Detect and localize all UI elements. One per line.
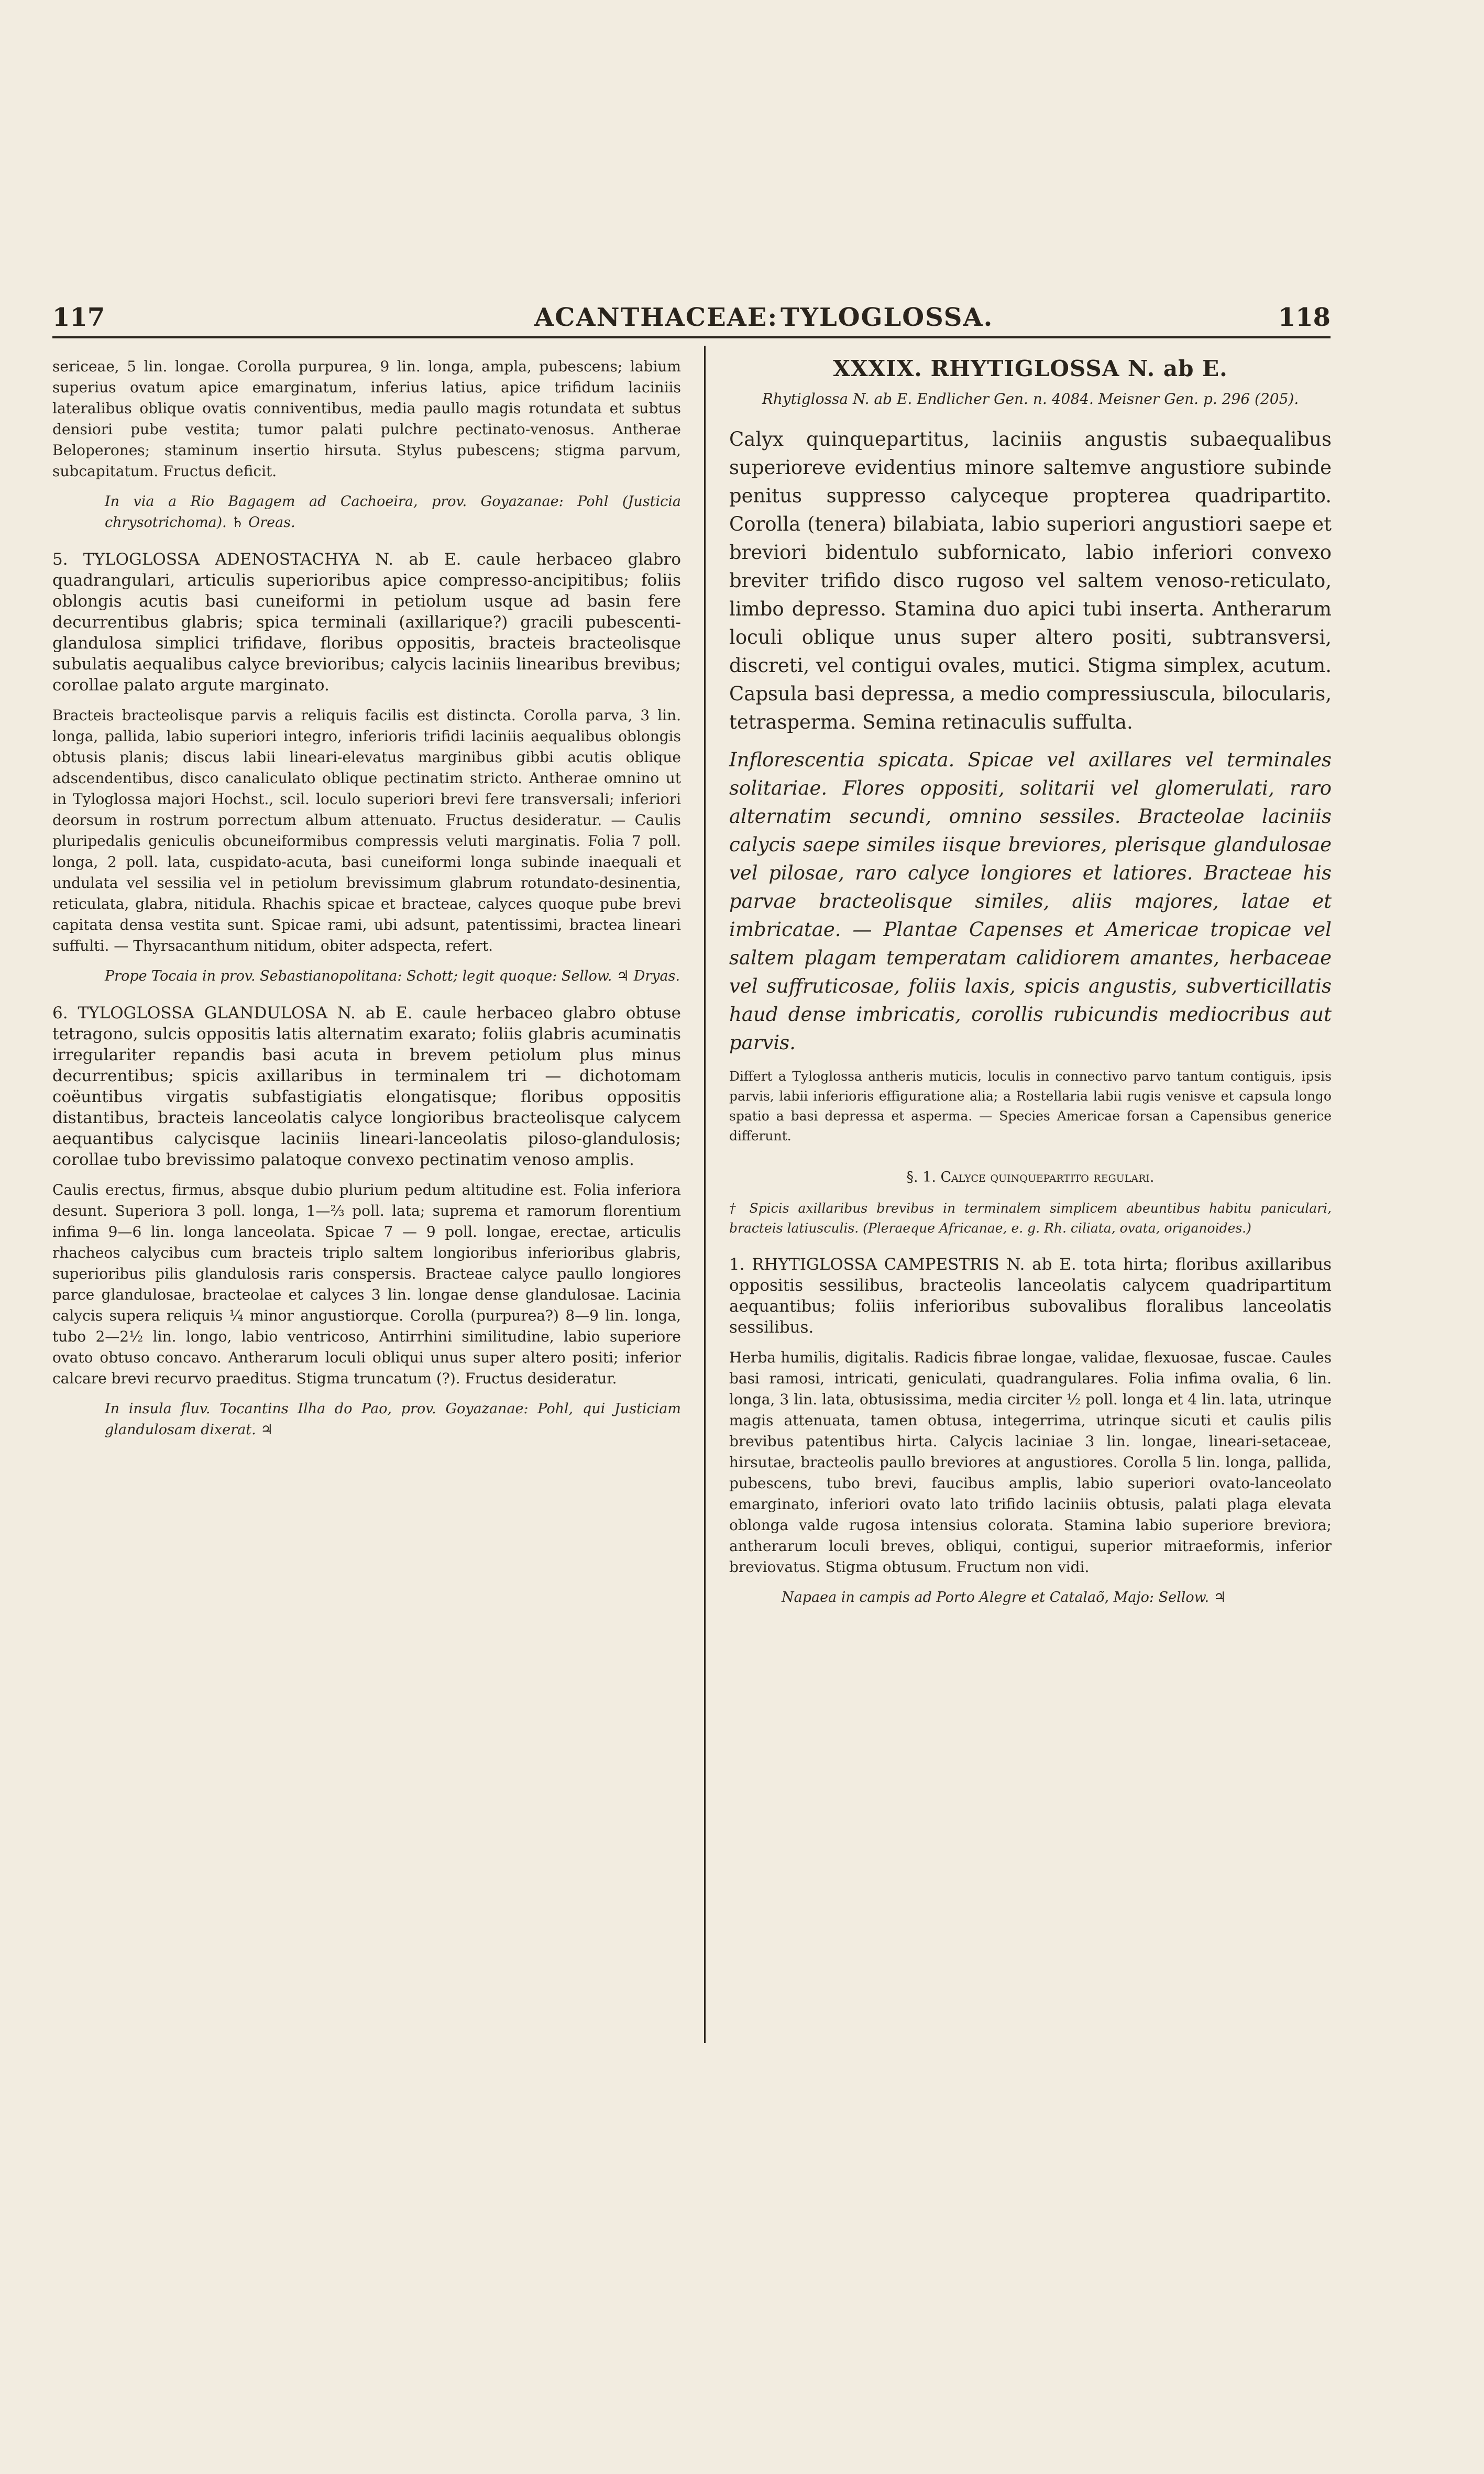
page-number-right: 118 [1278, 303, 1331, 332]
species-5-diagnosis: 5. TYLOGLOSSA ADENOSTACHYA N. ab E. caule herbaceo glabro quadrangulari, articulis superioribus apice compresso-ancipitibus; foliis oblongis acutis basi cuneiformi in petiolum usque ad basin fere decurrentibus glabris; spica terminali (axillarique?) gracili pubescenti-glandulosa simplici trifidave, floribus oppositis, bracteis bracteolisque subulatis aequalibus calyce brevioribus; calycis laciniis linearibus brevibus; corollae palato argute marginato. [52, 550, 681, 695]
column-divider [704, 346, 706, 2043]
genus-characters: Calyx quinquepartitus, laciniis angustis subaequalibus superioreve evidentius minore saltemve angustiore subinde penitus suppresso calyceque propterea quadripartito. Corolla (tenera) bilabiata, labio superiori angustiori saepe et breviori bidentulo subfornicato, labio inferiori convexo breviter trifido disco rugoso vel saltem venoso-reticulato, limbo depresso. Stamina duo apici tubi inserta. Antherarum loculi oblique unus super altero positi, subtransversi, discreti, vel contigui ovales, mutici. Stigma simplex, acutum. Capsula basi depressa, a medio compressiuscula, bilocularis, tetrasperma. Semina retinaculis suffulta. [729, 428, 1332, 733]
species-1-diagnosis: 1. RHYTIGLOSSA CAMPESTRIS N. ab E. tota hirta; floribus axillaribus oppositis sessilibus, bracteolis lanceolatis calycem quadripartitum aequantibus; foliis inferioribus subovalibus floralibus lanceolatis sessilibus. [729, 1255, 1332, 1337]
running-title-left: ACANTHACEAE: [534, 303, 778, 332]
species-1-description: Herba humilis, digitalis. Radicis fibrae longae, validae, flexuosae, fuscae. Caules basi ramosi, intricati, geniculati, quadrangulares. Folia infima ovalia, 6 lin. longa, 3 lin. lata, obtusissima, media circiter ½ poll. longa et 4 lin. lata, utrinque magis attenuata, tamen obtusa, integerrima, utrinque sicuti et caulis pilis brevibus patentibus hirta. Calycis laciniae 3 lin. longae, lineari-setaceae, hirsutae, bracteolis paullo breviores at angustiores. Corolla 5 lin. longa, pallida, pubescens, tubo brevi, faucibus amplis, labio superiori ovato-lanceolato emarginato, inferiori ovato lato trifido laciniis obtusis, palati plaga elevata oblonga valde rugosa intensius colorata. Stamina labio superiore breviora; antherarum loculi breves, obliqui, contigui, superior mitraeformis, inferior breviovatus. Stigma obtusum. Fructum non vidi. [729, 1349, 1332, 1576]
species-5-description: Bracteis bracteolisque parvis a reliquis facilis est distincta. Corolla parva, 3 lin. longa, pallida, labio superiori integro, inferioris trifidi laciniis aequalibus oblongis obtusis planis; discus labii lineari-elevatus marginibus gibbi acutis oblique adscendentibus, disco canaliculato oblique pectinatim stricto. Antherae omnino ut in Tyloglossa majori Hochst., scil. loculo superiori brevi fere transversali; inferiori deorsum in rostrum porrectum album attenuato. Fructus desideratur. — Caulis pluripedalis geniculis obcuneiformibus compressis veluti marginatis. Folia 7 poll. longa, 2 poll. lata, cuspidato-acuta, basi cuneiformi longa subinde inaequali et undulata vel sessilia vel in petiolum brevissimum glabrum rotundato-desinentia, reticulata, glabra, nitidula. Rhachis spicae et bracteae, calyces quoque pube brevi capitata densa vestita sunt. Spicae rami, ubi adsunt, patentissimi, bractea lineari suffulti. — Thyrsacanthum nitidum, obiter adspecta, refert. [52, 707, 681, 954]
species-1-locality: Napaea in campis ad Porto Alegre et Catalaõ, Majo: Sellow. ♃ [782, 1589, 1226, 1606]
left-paragraph-1: sericeae, 5 lin. longae. Corolla purpurea, 9 lin. longa, ampla, pubescens; labium superius ovatum apice emarginatum, inferius latius, apice trifidum laciniis lateralibus oblique ovatis conniventibus, media paullo magis rotundata et subtus densiori pube vestita; tumor palati pulchre pectinato-venosus. Antherae Beloperones; staminum insertio hirsuta. Stylus pubescens; stigma parvum, subcapitatum. Fructus deficit. [52, 358, 681, 480]
subsection-heading: † Spicis axillaribus brevibus in terminalem simplicem abeuntibus habitu paniculari, bracteis latiusculis. (Pleraeque Africanae, e. g. Rh. ciliata, ovata, origanoides.) [729, 1201, 1332, 1236]
species-6-description: Caulis erectus, firmus, absque dubio plurium pedum altitudine est. Folia inferiora desunt. Superiora 3 poll. longa, 1—⅔ poll. lata; suprema et ramorum florentium infima 9—6 lin. longa lanceolata. Spicae 7 — 9 poll. longae, erectae, articulis rhacheos calycibus cum bracteis triplo saltem longioribus inferioribus glabris, superioribus pilis glandulosis raris conspersis. Bracteae calyce paullo longiores parce glandulosae, bracteolae et calyces 3 lin. longae dense glandulosae. Lacinia calycis supera reliquis ¼ minor angustiorque. Corolla (purpurea?) 8—9 lin. longa, tubo 2—2½ lin. longo, labio ventricoso, Antirrhini similitudine, labio superiore ovato obtuso concavo. Antherarum loculi obliqui unus super altero positi; inferior calcare brevi recurvo praeditus. Stigma truncatum (?). Fructus desideratur. [52, 1181, 681, 1387]
genus-title: XXXIX. RHYTIGLOSSA N. ab E. [833, 356, 1228, 381]
genus-note: Differt a Tyloglossa antheris muticis, loculis in connectivo parvo tantum contiguis, ipsis parvis, labii inferioris effiguratione alia; a Rostellaria labii rugis venisve et capsula longo spatio a basi depressa et asperma. — Species Americae forsan a Capensibus generice differunt. [729, 1069, 1332, 1143]
genus-habit: Inflorescentia spicata. Spicae vel axillares vel terminales solitariae. Flores oppositi, solitarii vel glomerulati, raro alternatim secundi, omnino sessiles. Bracteolae laciniis calycis saepe similes iisque breviores, plerisque glandulosae vel pilosae, raro calyce longiores et latiores. Bracteae his parvae bracteolisque similes, aliis majores, latae et imbricatae. — Plantae Capenses et Americae tropicae vel saltem plagam temperatam calidiorem amantes, herbaceae vel suffruticosae, foliis laxis, spicis angustis, subverticillatis haud dense imbricatis, corollis rubicundis mediocribus aut parvis. [729, 749, 1332, 1054]
header-rule [52, 336, 1331, 338]
left-column [52, 356, 681, 1456]
locality-note: In via a Rio Bagagem ad Cachoeira, prov. Goyazanae: Pohl (Justicia chrysotrichoma). ♄ Oreas. [105, 493, 681, 531]
species-6-locality: In insula fluv. Tocantins Ilha do Pao, prov. Goyazanae: Pohl, qui Justiciam glandulosam dixerat. ♃ [105, 1401, 681, 1438]
section-heading: §. 1. Calyce quinquepartito regulari. [906, 1169, 1155, 1185]
genus-reference: Rhytiglossa N. ab E. Endlicher Gen. n. 4084. Meisner Gen. p. 296 (205). [762, 390, 1299, 408]
page-number-left: 117 [52, 303, 105, 332]
species-6-diagnosis: 6. TYLOGLOSSA GLANDULOSA N. ab E. caule herbaceo glabro obtuse tetragono, sulcis oppositis latis alternatim exarato; foliis glabris acuminatis irregulariter repandis basi acuta in brevem petiolum plus minus decurrentibus; spicis axillaribus in terminalem tri — dichotomam coëuntibus virgatis subfastigiatis elongatisque; floribus oppositis distantibus, bracteis lanceolatis calyce longioribus bracteolisque calycem aequantibus calycisque laciniis lineari-lanceolatis piloso-glandulosis; corollae tubo brevissimo palatoque convexo pectinatim venoso amplis. [52, 1004, 681, 1169]
species-5-locality: Prope Tocaia in prov. Sebastianopolitana: Schott; legit quoque: Sellow. ♃ Dryas. [105, 968, 680, 984]
running-title-right: TYLOGLOSSA. [781, 303, 994, 332]
right-column [729, 356, 1332, 1624]
